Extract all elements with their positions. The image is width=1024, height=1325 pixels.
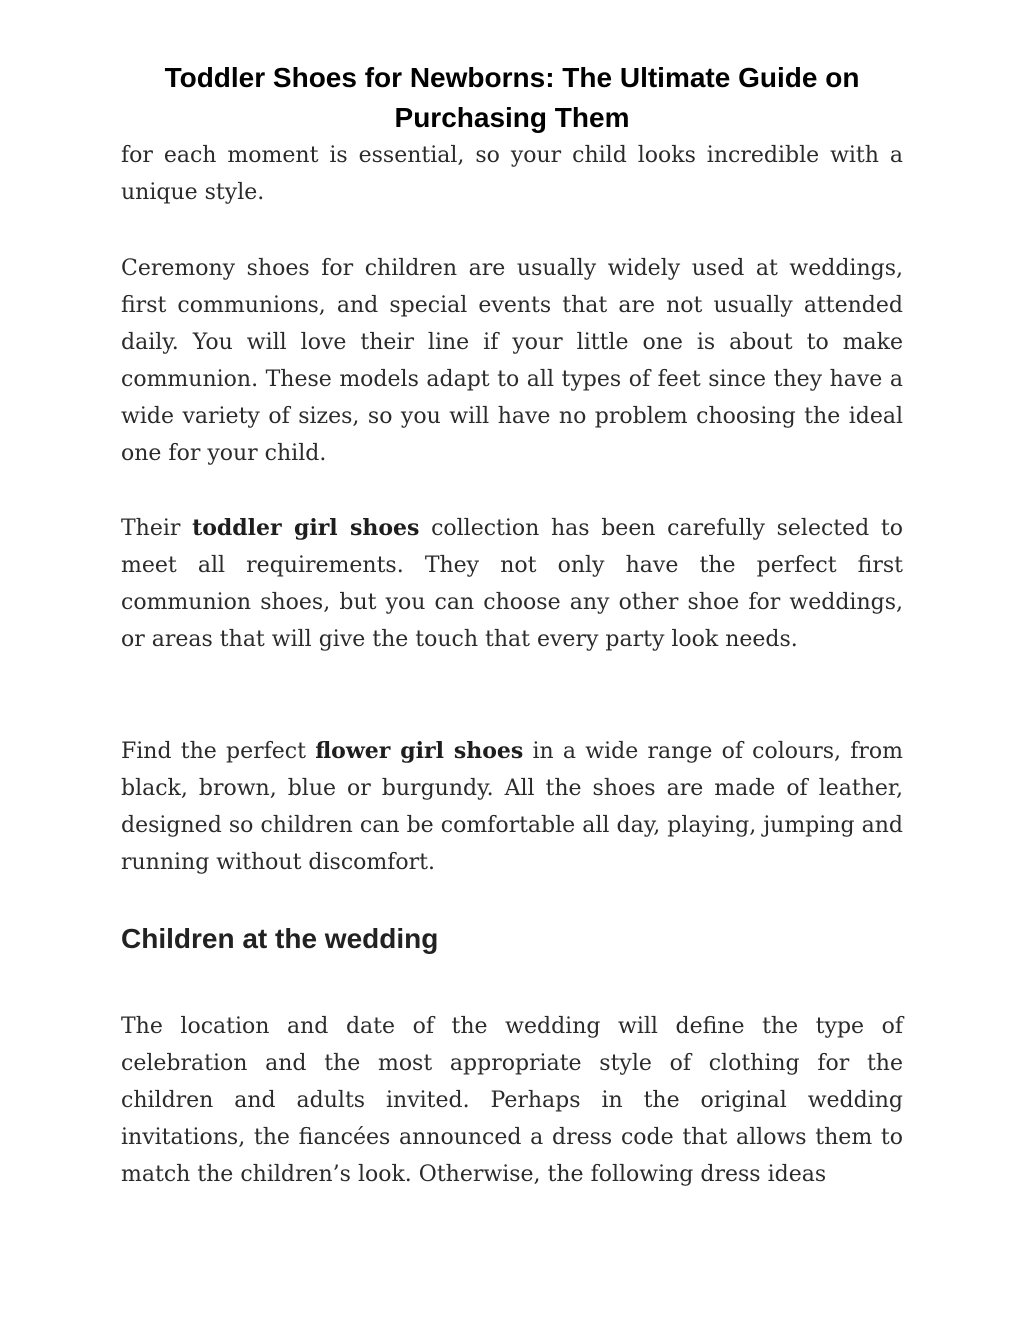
paragraph-toddler-girl-shoes <box>121 510 903 658</box>
document-title: Toddler Shoes for Newborns: The Ultimate Guide on Purchasing Them <box>164 62 860 133</box>
paragraph-text: in a wide range of colours, from black, brown, blue or burgundy. All the shoes are made of leather, designed so children can be comfortable all day, playing, jumping and running without discomfort. <box>121 739 903 875</box>
paragraph-intro-continuation: for each moment is essential, so your child looks incredible with a unique style. <box>121 143 903 205</box>
paragraph-text: Their <box>121 516 193 541</box>
paragraph-text: Find the perfect <box>121 739 316 764</box>
paragraph-ceremony-shoes: Ceremony shoes for children are usually widely used at weddings, first communions, and special events that are not usually attended daily. You will love their line if your little one is about to make communion. These models adapt to all types of feet since they have a wide variety of sizes, so you will have no problem choosing the ideal one for your child. <box>121 256 903 466</box>
section-heading-children-at-wedding: Children at the wedding <box>121 923 439 954</box>
bold-keyword-flower-girl-shoes: flower girl shoes <box>315 738 524 764</box>
paragraph-text: collection has been carefully selected to meet all requirements. They not only have the perfect first communion shoes, but you can choose any other shoe for weddings, or areas that will give the touch that every party look needs. <box>121 516 903 652</box>
paragraph-flower-girl-shoes <box>121 733 903 881</box>
paragraph-wedding-location: The location and date of the wedding will define the type of celebration and the most appropriate style of clothing for the children and adults invited. Perhaps in the original wedding invitations, the fiancées announced a dress code that allows them to match the children’s look. Otherwise, the following dress ideas <box>121 1014 903 1187</box>
bold-keyword-toddler-girl-shoes: toddler girl shoes <box>192 515 420 541</box>
